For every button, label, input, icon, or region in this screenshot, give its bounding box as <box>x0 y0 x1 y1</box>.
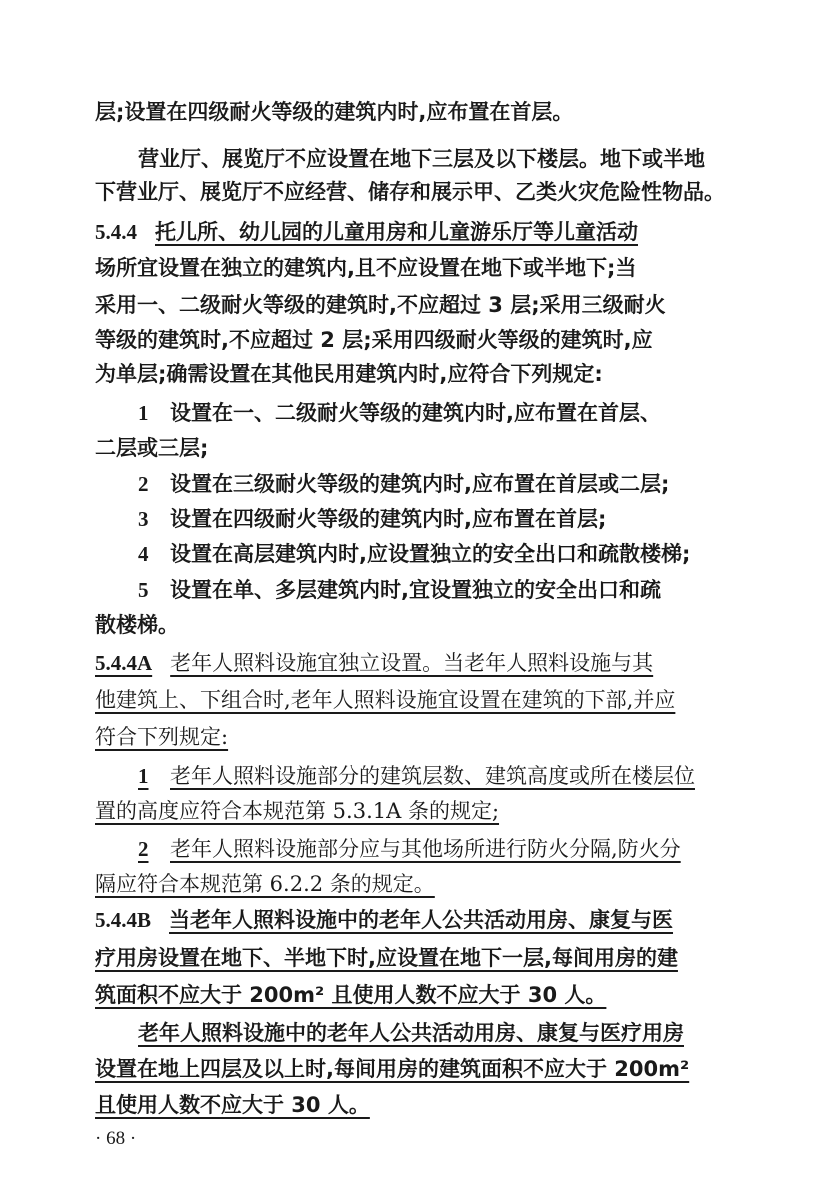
item-number: 5 <box>138 578 149 602</box>
line-text: 散楼梯。 <box>95 613 179 637</box>
line-text: 等级的建筑时,不应超过 2 层;采用四级耐火等级的建筑时,应 <box>95 328 653 352</box>
line-text: 设置在地上四层及以上时,每间用房的建筑面积不应大于 200m² <box>95 1057 690 1081</box>
item-number: 3 <box>138 507 149 531</box>
line-text: 他建筑上、下组合时,老年人照料设施宜设置在建筑的下部,并应 <box>95 688 676 712</box>
clause-heading-line <box>95 212 750 252</box>
text-line <box>95 605 750 645</box>
list-item <box>138 393 750 433</box>
line-text: 筑面积不应大于 200m² 且使用人数不应大于 30 人。 <box>95 983 607 1007</box>
line-text: 置的高度应符合本规范第 5.3.1A 条的规定; <box>95 799 500 823</box>
text-line <box>95 975 750 1015</box>
line-text: 设置在四级耐火等级的建筑内时,应布置在首层; <box>170 507 607 531</box>
line-text: 老年人照料设施部分的建筑层数、建筑高度或所在楼层位 <box>170 764 695 788</box>
line-text: 层;设置在四级耐火等级的建筑内时,应布置在首层。 <box>95 100 574 124</box>
item-number: 2 <box>138 837 149 861</box>
list-item <box>138 499 750 539</box>
line-text: 老年人照料设施部分应与其他场所进行防火分隔,防火分 <box>170 837 681 861</box>
text-line <box>95 791 750 831</box>
item-number: 1 <box>138 401 149 425</box>
item-number: 4 <box>138 542 149 566</box>
text-line <box>95 1085 750 1125</box>
line-text: 隔应符合本规范第 6.2.2 条的规定。 <box>95 872 435 896</box>
line-text: 采用一、二级耐火等级的建筑时,不应超过 3 层;采用三级耐火 <box>95 293 666 317</box>
line-text: 且使用人数不应大于 30 人。 <box>95 1093 370 1117</box>
line-text: 二层或三层; <box>95 436 209 460</box>
line-text: 疗用房设置在地下、半地下时,应设置在地下一层,每间用房的建 <box>95 946 678 970</box>
line-text: 符合下列规定: <box>95 725 229 749</box>
text-line <box>95 938 750 978</box>
line-text: 设置在三级耐火等级的建筑内时,应布置在首层或二层; <box>170 472 670 496</box>
list-item <box>138 534 750 574</box>
line-text: 老年人照料设施中的老年人公共活动用房、康复与医疗用房 <box>138 1021 684 1045</box>
line-text: 设置在一、二级耐火等级的建筑内时,应布置在首层、 <box>170 401 661 425</box>
line-text: 为单层;确需设置在其他民用建筑内时,应符合下列规定: <box>95 362 603 386</box>
clause-heading-line <box>95 900 750 940</box>
text-line <box>95 354 750 394</box>
line-text: 老年人照料设施宜独立设置。当老年人照料设施与其 <box>170 651 654 675</box>
clause-number: 5.4.4 <box>95 220 137 244</box>
item-number: 2 <box>138 472 149 496</box>
line-text: 场所宜设置在独立的建筑内,且不应设置在地下或半地下;当 <box>95 256 637 280</box>
text-line <box>95 717 750 757</box>
page-number: · 68 · <box>95 1128 137 1149</box>
list-item <box>138 756 750 796</box>
text-line <box>95 248 750 288</box>
line-text: 设置在单、多层建筑内时,宜设置独立的安全出口和疏 <box>170 578 661 602</box>
list-item <box>138 570 750 610</box>
text-line <box>95 1049 750 1089</box>
text-line <box>95 680 750 720</box>
text-line <box>95 428 750 468</box>
line-text: 设置在高层建筑内时,应设置独立的安全出口和疏散楼梯; <box>170 542 691 566</box>
line-text: 托儿所、幼儿园的儿童用房和儿童游乐厅等儿童活动 <box>155 220 638 244</box>
list-item <box>138 829 750 869</box>
line-text: 当老年人照料设施中的老年人公共活动用房、康复与医 <box>169 908 674 932</box>
clause-number: 5.4.4A <box>95 651 153 675</box>
item-number: 1 <box>138 764 149 788</box>
text-line <box>138 1013 750 1053</box>
clause-heading-line <box>95 643 750 683</box>
text-line <box>95 172 750 212</box>
text-line <box>95 92 750 132</box>
clause-number: 5.4.4B <box>95 908 152 932</box>
list-item <box>138 464 750 504</box>
text-line <box>95 285 750 325</box>
line-text: 营业厅、展览厅不应设置在地下三层及以下楼层。地下或半地 <box>138 147 705 171</box>
line-text: 下营业厅、展览厅不应经营、储存和展示甲、乙类火灾危险性物品。 <box>95 180 725 204</box>
text-line <box>95 864 750 904</box>
